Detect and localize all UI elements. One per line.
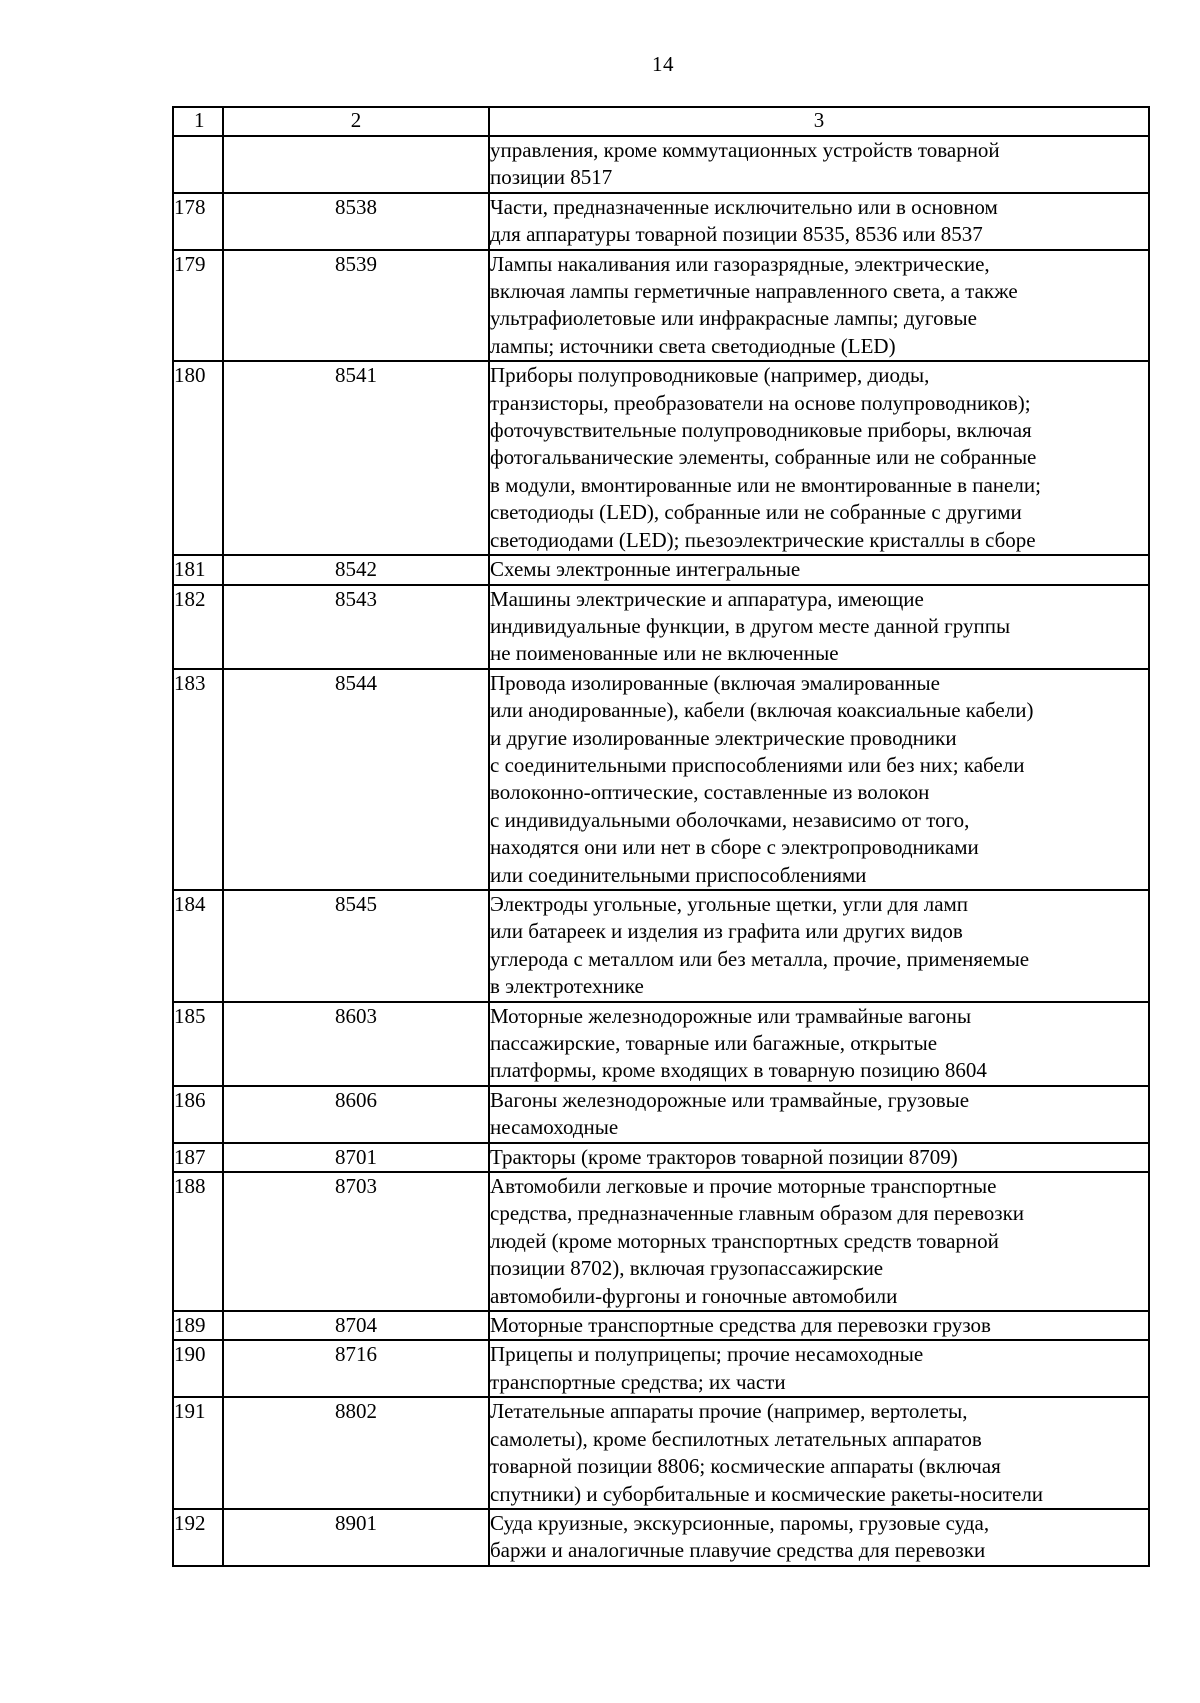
row-number-cell <box>173 136 223 193</box>
description-line: средства, предназначенные главным образом для перевозки <box>490 1201 1025 1226</box>
table-row <box>173 1172 1149 1311</box>
row-number-cell: 179 <box>173 250 223 362</box>
table-header-row <box>173 107 1149 136</box>
goods-table <box>172 106 1150 1567</box>
description-line: светодиодами (LED); пьезоэлектрические кристаллы в сборе <box>490 527 1036 552</box>
description-line: Суда круизные, экскурсионные, паромы, грузовые суда, <box>490 1510 990 1535</box>
description-line: товарной позиции 8806; космические аппараты (включая <box>490 1454 1001 1479</box>
description-line: находятся они или нет в сборе с электропроводниками <box>490 835 979 860</box>
column-header-3: 3 <box>489 107 1149 136</box>
commodity-code-cell: 8539 <box>223 250 489 362</box>
commodity-code-cell: 8802 <box>223 1397 489 1509</box>
row-number-cell: 180 <box>173 361 223 555</box>
table-row <box>173 555 1149 584</box>
description-line: фоточувствительные полупроводниковые приборы, включая <box>490 418 1032 443</box>
table-body <box>173 136 1149 1566</box>
description-line: с соединительными приспособлениями или без них; кабели <box>490 752 1025 777</box>
commodity-code-cell: 8716 <box>223 1340 489 1397</box>
description-line: или соединительными приспособлениями <box>490 862 867 887</box>
description-line: лампы; источники света светодиодные (LED) <box>490 333 896 358</box>
description-line: Провода изолированные (включая эмалированные <box>490 670 940 695</box>
description-cell <box>489 669 1149 890</box>
description-line: автомобили-фургоны и гоночные автомобили <box>490 1283 898 1308</box>
row-number-cell: 184 <box>173 890 223 1002</box>
table-row <box>173 361 1149 555</box>
commodity-code-cell: 8704 <box>223 1311 489 1340</box>
description-cell <box>489 1172 1149 1311</box>
description-line: не поименованные или не включенные <box>490 641 839 666</box>
commodity-code-cell: 8606 <box>223 1086 489 1143</box>
description-line: Летательные аппараты прочие (например, вертолеты, <box>490 1399 968 1424</box>
description-line: Моторные транспортные средства для перевозки грузов <box>490 1313 991 1338</box>
row-number-cell: 182 <box>173 585 223 669</box>
commodity-code-cell <box>223 136 489 193</box>
row-number-cell: 187 <box>173 1143 223 1172</box>
description-line: ультрафиолетовые или инфракрасные лампы; дуговые <box>490 306 977 331</box>
description-line: транзисторы, преобразователи на основе полупроводников); <box>490 390 1031 415</box>
row-number-cell: 192 <box>173 1509 223 1566</box>
description-cell <box>489 361 1149 555</box>
description-line: в электротехнике <box>490 974 644 999</box>
description-line: управления, кроме коммутационных устройств товарной <box>490 138 1000 162</box>
table-row <box>173 136 1149 193</box>
description-line: Моторные железнодорожные или трамвайные вагоны <box>490 1003 972 1028</box>
table-row <box>173 1143 1149 1172</box>
row-number-cell: 181 <box>173 555 223 584</box>
table-row <box>173 1086 1149 1143</box>
description-line: несамоходные <box>490 1115 619 1140</box>
description-cell <box>489 193 1149 250</box>
description-line: и другие изолированные электрические проводники <box>490 725 957 750</box>
description-line: платформы, кроме входящих в товарную позицию 8604 <box>490 1058 987 1083</box>
page-number: 14 <box>652 52 674 76</box>
row-number-cell: 178 <box>173 193 223 250</box>
description-cell <box>489 1509 1149 1566</box>
description-line: Вагоны железнодорожные или трамвайные, грузовые <box>490 1087 970 1112</box>
commodity-code-cell: 8545 <box>223 890 489 1002</box>
table-row <box>173 1509 1149 1566</box>
column-header-1: 1 <box>173 107 223 136</box>
table-row <box>173 1397 1149 1509</box>
table-row <box>173 250 1149 362</box>
description-line: баржи и аналогичные плавучие средства для перевозки <box>490 1538 986 1563</box>
description-line: Электроды угольные, угольные щетки, угли для ламп <box>490 891 969 916</box>
commodity-code-cell: 8543 <box>223 585 489 669</box>
commodity-code-cell: 8538 <box>223 193 489 250</box>
description-line: Лампы накаливания или газоразрядные, электрические, <box>490 251 990 276</box>
description-cell <box>489 136 1149 193</box>
row-number-cell: 191 <box>173 1397 223 1509</box>
description-line: Схемы электронные интегральные <box>490 557 801 582</box>
description-line: или батареек и изделия из графита или других видов <box>490 919 963 944</box>
description-cell <box>489 1086 1149 1143</box>
table-row <box>173 890 1149 1002</box>
description-line: волоконно-оптические, составленные из волокон <box>490 780 930 805</box>
commodity-code-cell: 8703 <box>223 1172 489 1311</box>
description-cell <box>489 1143 1149 1172</box>
description-cell <box>489 250 1149 362</box>
description-line: или анодированные), кабели (включая коаксиальные кабели) <box>490 698 1034 723</box>
description-cell <box>489 555 1149 584</box>
description-line: транспортные средства; их части <box>490 1369 786 1394</box>
commodity-code-cell: 8603 <box>223 1002 489 1086</box>
commodity-code-cell: 8901 <box>223 1509 489 1566</box>
description-line: для аппаратуры товарной позиции 8535, 8536 или 8537 <box>490 222 983 247</box>
row-number-cell: 188 <box>173 1172 223 1311</box>
row-number-cell: 190 <box>173 1340 223 1397</box>
commodity-code-cell: 8544 <box>223 669 489 890</box>
description-line: Тракторы (кроме тракторов товарной позиции 8709) <box>490 1144 958 1169</box>
table-row <box>173 669 1149 890</box>
description-line: с индивидуальными оболочками, независимо от того, <box>490 807 970 832</box>
row-number-cell: 185 <box>173 1002 223 1086</box>
description-line: Части, предназначенные исключительно или в основном <box>490 194 998 219</box>
description-line: позиции 8702), включая грузопассажирские <box>490 1256 884 1281</box>
description-cell <box>489 890 1149 1002</box>
description-line: Машины электрические и аппаратура, имеющие <box>490 586 924 611</box>
table-row <box>173 585 1149 669</box>
description-line: самолеты), кроме беспилотных летательных аппаратов <box>490 1426 982 1451</box>
description-line: в модули, вмонтированные или не вмонтированные в панели; <box>490 472 1041 497</box>
description-line: Приборы полупроводниковые (например, диоды, <box>490 363 930 388</box>
description-line: позиции 8517 <box>490 165 613 190</box>
description-line: спутники) и суборбитальные и космические ракеты-носители <box>490 1481 1044 1506</box>
description-cell <box>489 585 1149 669</box>
table-row <box>173 193 1149 250</box>
commodity-code-cell: 8542 <box>223 555 489 584</box>
table-row <box>173 1002 1149 1086</box>
commodity-code-cell: 8541 <box>223 361 489 555</box>
description-cell <box>489 1002 1149 1086</box>
description-line: пассажирские, товарные или багажные, открытые <box>490 1031 938 1055</box>
description-cell <box>489 1311 1149 1340</box>
row-number-cell: 183 <box>173 669 223 890</box>
description-cell <box>489 1340 1149 1397</box>
description-line: светодиоды (LED), собранные или не собранные с другими <box>490 500 1022 525</box>
row-number-cell: 189 <box>173 1311 223 1340</box>
description-line: Прицепы и полуприцепы; прочие несамоходные <box>490 1342 924 1367</box>
description-line: Автомобили легковые и прочие моторные транспортные <box>490 1174 997 1199</box>
table-header <box>173 107 1149 136</box>
description-line: включая лампы герметичные направленного света, а также <box>490 279 1018 304</box>
commodity-code-cell: 8701 <box>223 1143 489 1172</box>
row-number-cell: 186 <box>173 1086 223 1143</box>
table-row <box>173 1311 1149 1340</box>
description-cell <box>489 1397 1149 1509</box>
description-line: людей (кроме моторных транспортных средств товарной <box>490 1228 999 1253</box>
description-line: углерода с металлом или без металла, прочие, применяемые <box>490 946 1030 971</box>
table-row <box>173 1340 1149 1397</box>
column-header-2: 2 <box>223 107 489 136</box>
description-line: индивидуальные функции, в другом месте данной группы <box>490 613 1011 638</box>
description-line: фотогальванические элементы, собранные или не собранные <box>490 445 1037 470</box>
